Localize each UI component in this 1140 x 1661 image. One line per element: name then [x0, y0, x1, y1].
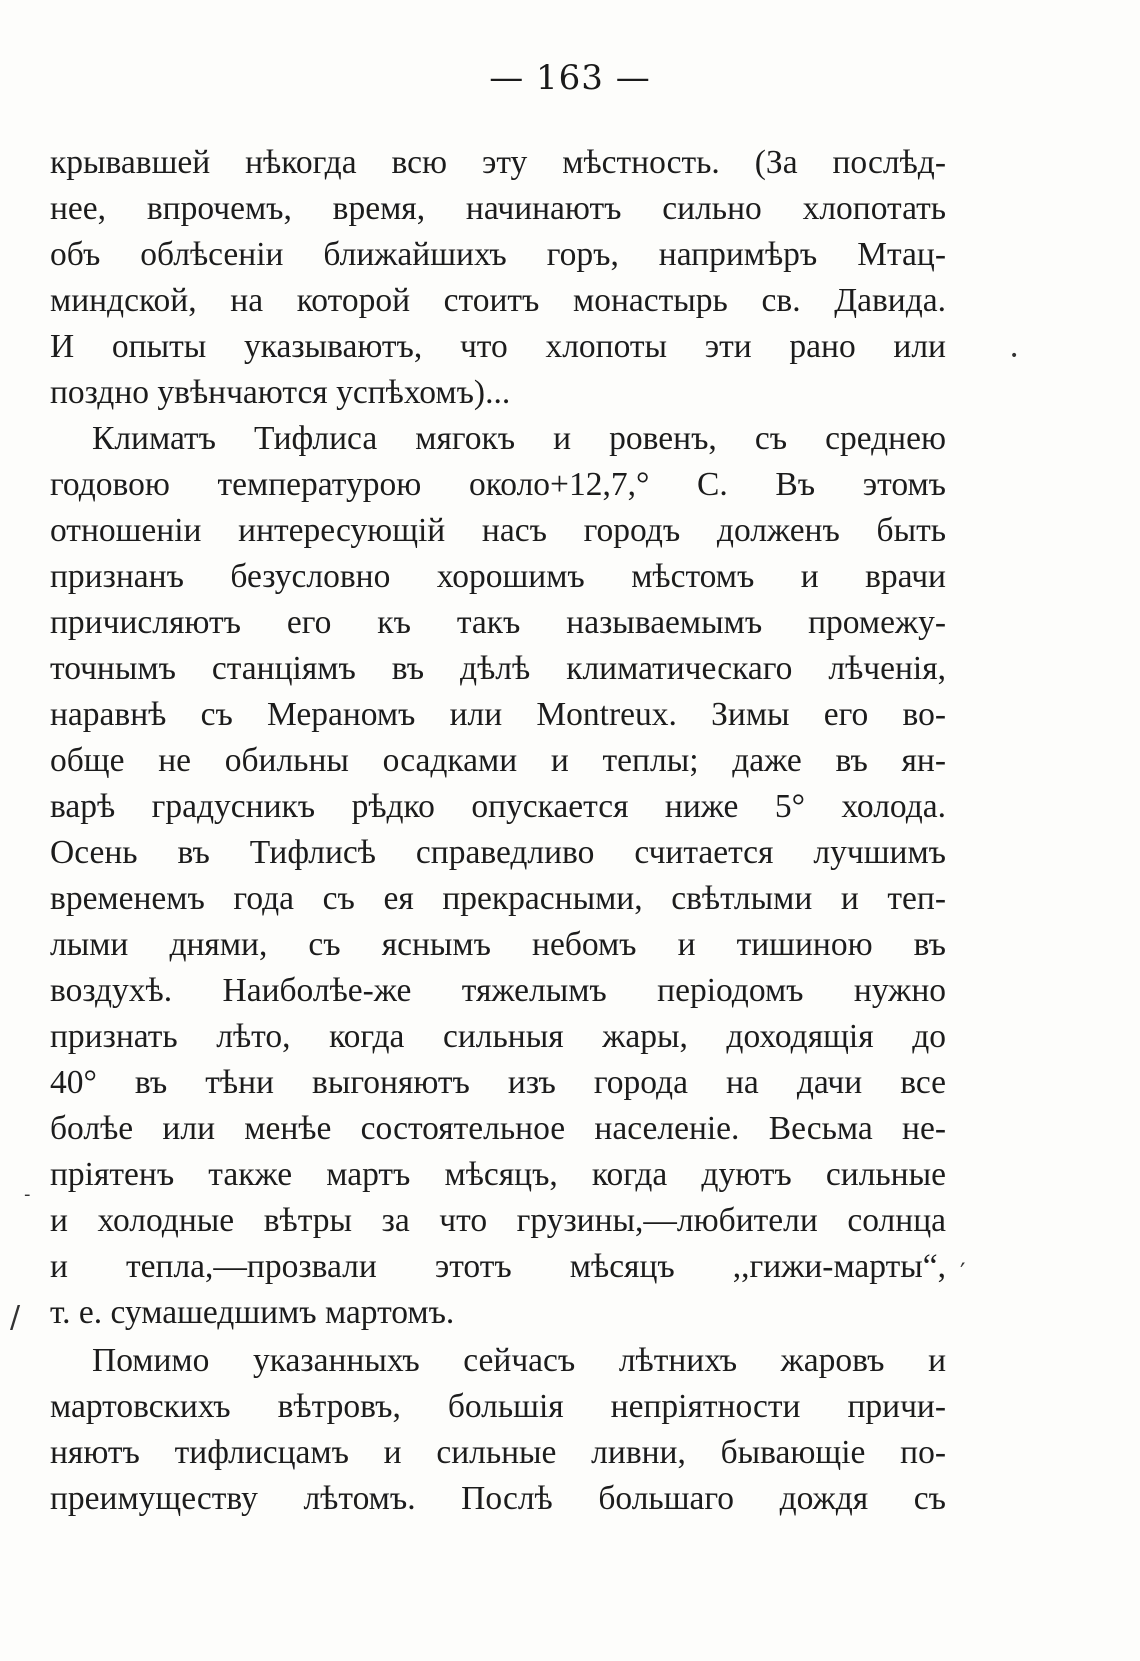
text-line: годовою температурою около+12,7,° С. Въ этомъ — [50, 466, 946, 503]
text-line: отношенiи интересующiй насъ городъ долженъ быть — [50, 512, 946, 549]
text-line: лыми днями, съ яснымъ небомъ и тишиною въ — [50, 926, 946, 963]
text-line: нее, впрочемъ, время, начинаютъ сильно хлопотать — [50, 190, 946, 227]
text-line: признанъ безусловно хорошимъ мѣстомъ и врачи — [50, 558, 946, 595]
scan-speck: / — [10, 1300, 21, 1335]
text-line: обще не обильны осадками и теплы; даже въ ян- — [50, 742, 946, 779]
text-line: причисляютъ его къ такъ называемымъ промежу- — [50, 604, 946, 641]
text-line: миндской, на которой стоитъ монастырь св. Давида. — [50, 282, 946, 319]
text-line: точнымъ станцiямъ въ дѣлѣ климатическаго лѣченiя, — [50, 650, 946, 687]
scan-speck: - — [24, 1184, 31, 1205]
text-line: объ облѣсенiи ближайшихъ горъ, напримѣръ Мтац- — [50, 236, 946, 273]
text-line: крывавшей нѣкогда всю эту мѣстность. (За послѣд- — [50, 144, 946, 181]
text-line: болѣе или менѣе состоятельное населенiе. Весьма не- — [50, 1110, 946, 1147]
text-line: И опыты указываютъ, что хлопоты эти рано или — [50, 328, 946, 365]
text-line: признать лѣто, когда сильныя жары, доходящiя до — [50, 1018, 946, 1055]
text-line: няютъ тифлисцамъ и сильные ливни, бывающiе по- — [50, 1434, 946, 1471]
page-number: — 163 — — [489, 58, 651, 98]
paragraph — [50, 1338, 946, 1522]
paragraph — [50, 416, 946, 1336]
text-line: Осень въ Тифлисѣ справедливо считается лучшимъ — [50, 834, 946, 871]
text-line: и холодные вѣтры за что грузины,—любители солнца — [50, 1202, 946, 1239]
text-line: прiятенъ также мартъ мѣсяцъ, когда дуютъ сильные — [50, 1156, 946, 1193]
text-line: временемъ года съ ея прекрасными, свѣтлыми и теп- — [50, 880, 946, 917]
text-line: Климатъ Тифлиса мягокъ и ровенъ, съ среднею — [92, 420, 946, 457]
text-line: мартовскихъ вѣтровъ, большiя непрiятности причи- — [50, 1388, 946, 1425]
paragraph — [50, 140, 946, 416]
text-line: преимуществу лѣтомъ. Послѣ большаго дождя съ — [50, 1480, 946, 1517]
text-line: Помимо указанныхъ сейчасъ лѣтнихъ жаровъ и — [92, 1342, 946, 1379]
scan-speck: • — [1010, 348, 1019, 364]
text-line: 40° въ тѣни выгоняютъ изъ города на дачи все — [50, 1064, 946, 1101]
text-line: воздухѣ. Наиболѣе-же тяжелымъ перiодомъ нужно — [50, 972, 946, 1009]
text-line: и тепла,—прозвали этотъ мѣсяцъ ,,гижи-марты“, — [50, 1248, 946, 1285]
body-text — [50, 140, 946, 1522]
scan-speck: ′ — [960, 1258, 966, 1286]
text-line: т. е. сумашедшимъ мартомъ. — [50, 1294, 455, 1331]
text-line: поздно увѣнчаются успѣхомъ)... — [50, 374, 511, 411]
text-line: наравнѣ съ Мераномъ или Montreux. Зимы его во- — [50, 696, 946, 733]
text-line: варѣ градусникъ рѣдко опускается ниже 5° холода. — [50, 788, 946, 825]
